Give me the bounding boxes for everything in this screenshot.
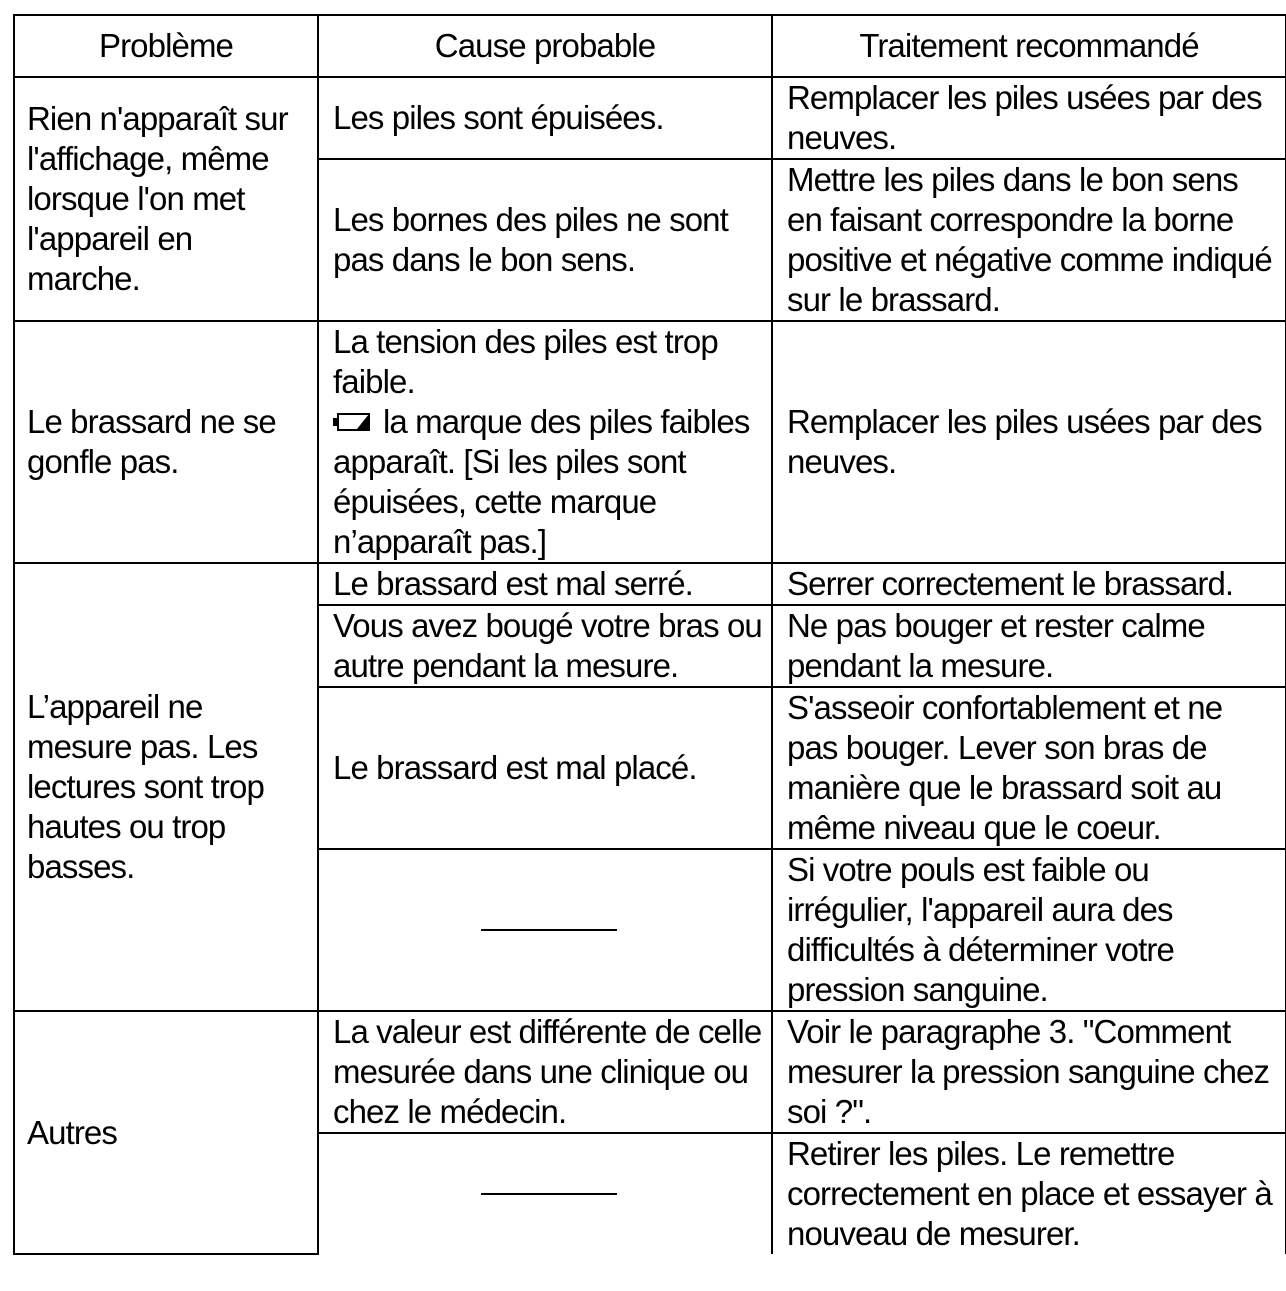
treatment-cell: Mettre les piles dans le bon sens en faisant correspondre la borne positive et négative comme indiqué sur le brassard. [772, 159, 1286, 321]
table-row [14, 563, 1286, 605]
table-row [14, 321, 1286, 563]
treatment-cell: Voir le paragraphe 3. "Comment mesurer la pression sanguine chez soi ?". [772, 1011, 1286, 1133]
header-probleme: Problème [14, 15, 318, 77]
table-row [14, 1011, 1286, 1133]
cause-text: La tension des piles est trop faible. [333, 323, 718, 400]
treatment-cell: S'asseoir confortablement et ne pas bouger. Lever son bras de manière que le brassard soit au même niveau que le coeur. [772, 687, 1286, 849]
cause-cell: Vous avez bougé votre bras ou autre pendant la mesure. [318, 605, 772, 687]
cause-text: la marque des piles faibles apparaît. [Si les piles sont épuisées, cette marque n’apparaît pas.] [333, 403, 750, 560]
cause-cell: Le brassard est mal serré. [318, 563, 772, 605]
treatment-cell: Serrer correctement le brassard. [772, 563, 1286, 605]
dash-placeholder [481, 1193, 617, 1195]
troubleshooting-table [13, 14, 1286, 1255]
header-traitement: Traitement recommandé [772, 15, 1286, 77]
cause-cell: Les piles sont épuisées. [318, 77, 772, 159]
treatment-cell: Remplacer les piles usées par des neuves. [772, 321, 1286, 563]
treatment-cell: Ne pas bouger et rester calme pendant la mesure. [772, 605, 1286, 687]
table-row [14, 77, 1286, 159]
header-cause: Cause probable [318, 15, 772, 77]
cause-cell [318, 321, 772, 563]
problem-cell: Autres [14, 1011, 318, 1254]
cause-cell: Le brassard est mal placé. [318, 687, 772, 849]
problem-cell: Rien n'apparaît sur l'affichage, même lorsque l'on met l'appareil en marche. [14, 77, 318, 321]
problem-cell: L’appareil ne mesure pas. Les lectures sont trop hautes ou trop basses. [14, 563, 318, 1011]
low-battery-icon [333, 413, 371, 431]
treatment-cell: Si votre pouls est faible ou irrégulier, l'appareil aura des difficultés à déterminer votre pression sanguine. [772, 849, 1286, 1011]
cause-cell-empty [318, 849, 772, 1011]
header-row [14, 15, 1286, 77]
cause-cell: La valeur est différente de celle mesurée dans une clinique ou chez le médecin. [318, 1011, 772, 1133]
treatment-cell: Remplacer les piles usées par des neuves. [772, 77, 1286, 159]
treatment-cell: Retirer les piles. Le remettre correctement en place et essayer à nouveau de mesurer. [772, 1133, 1286, 1254]
cause-cell: Les bornes des piles ne sont pas dans le bon sens. [318, 159, 772, 321]
dash-placeholder [481, 929, 617, 931]
problem-cell: Le brassard ne se gonfle pas. [14, 321, 318, 563]
cause-cell-empty [318, 1133, 772, 1254]
